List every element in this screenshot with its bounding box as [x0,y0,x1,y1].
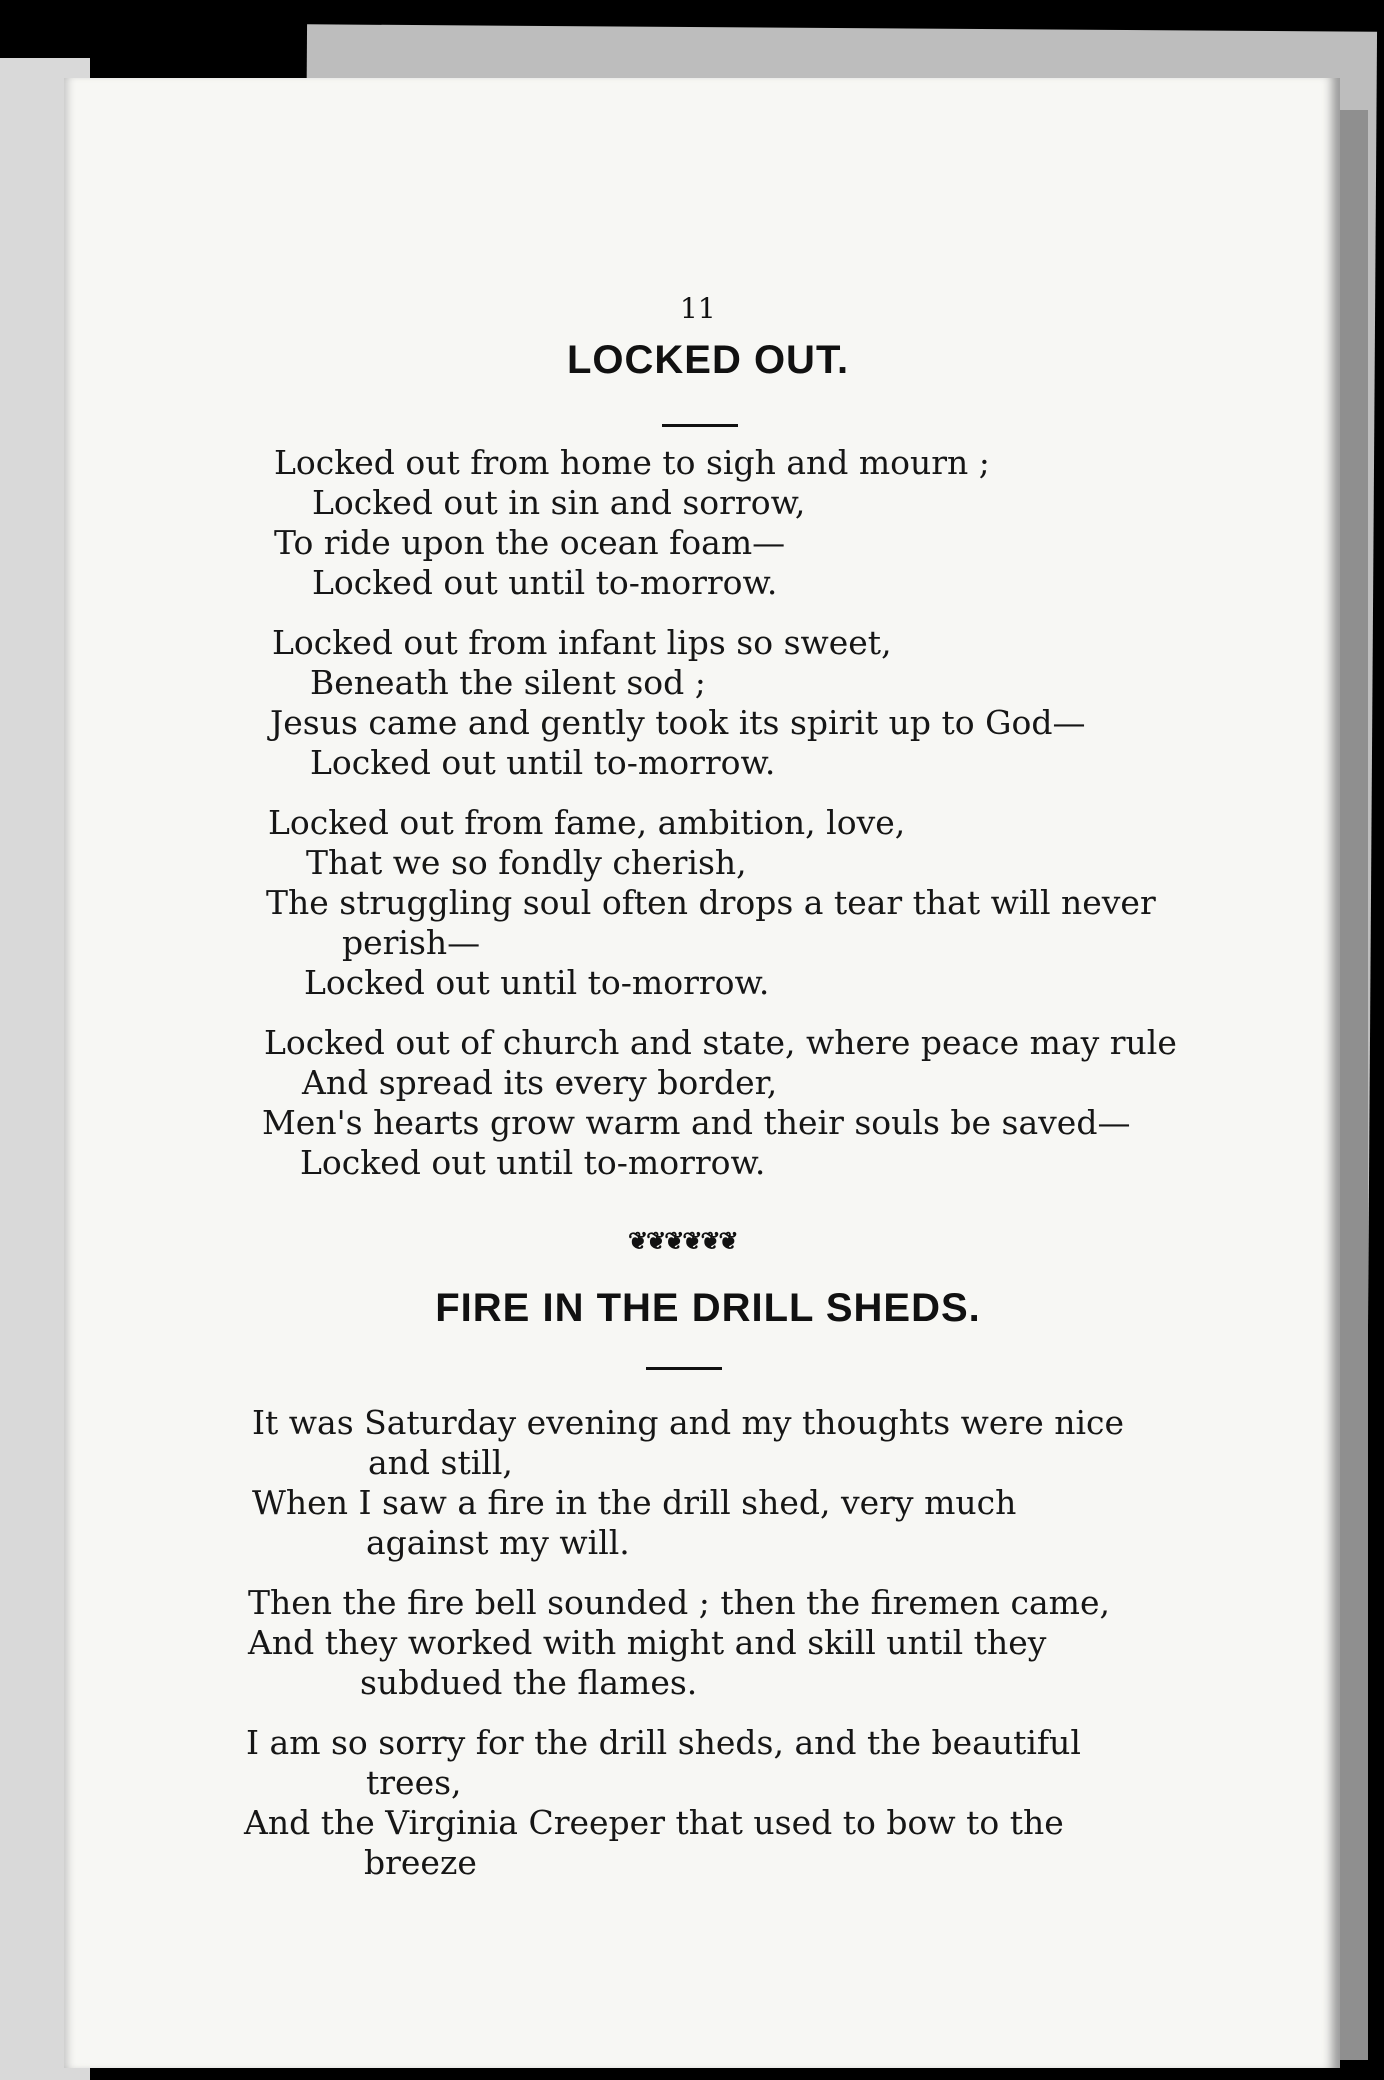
poem-line: Locked out until to-morrow. [300,1143,766,1182]
poem-line: Then the fire bell sounded ; then the firemen came, [248,1583,1110,1622]
poem-line: and still, [368,1443,513,1482]
poem-line: Locked out until to-morrow. [312,563,778,602]
poem-line: Locked out from fame, ambition, love, [268,803,906,842]
poem-line: Locked out of church and state, where peace may rule [264,1023,1177,1062]
poem-line: I am so sorry for the drill sheds, and the beautiful [246,1723,1081,1762]
poem-line: trees, [366,1763,462,1802]
poem-line: breeze [364,1843,477,1882]
poem-line: And they worked with might and skill until they [248,1623,1047,1662]
section-ornament: ❦❦❦❦❦❦ [628,1226,737,1255]
poem-line: That we so fondly cherish, [306,843,747,882]
poem-line: Beneath the silent sod ; [310,663,706,702]
poem-line: And the Virginia Creeper that used to bow to the [244,1803,1064,1842]
poem-line: To ride upon the ocean foam— [274,523,786,562]
poem-line: And spread its every border, [302,1063,778,1102]
poem-line: The struggling soul often drops a tear that will never [266,883,1156,922]
poem-line: perish— [342,923,481,962]
poem-line: It was Saturday evening and my thoughts were nice [252,1403,1125,1442]
poem-line: Locked out from infant lips so sweet, [272,623,892,662]
poem-line: Jesus came and gently took its spirit up to God— [270,703,1086,742]
poem-line: against my will. [366,1523,630,1562]
poem-title-locked-out: LOCKED OUT. [566,338,850,382]
page-number: 11 [680,292,716,325]
poem-line: Locked out from home to sigh and mourn ; [274,443,990,482]
poem-line: subdued the flames. [360,1663,698,1702]
poem-line: Men's hearts grow warm and their souls be saved— [262,1103,1131,1142]
poem-line: Locked out until to-morrow. [310,743,776,782]
poem-line: Locked out in sin and sorrow, [312,483,806,522]
poem-line: Locked out until to-morrow. [304,963,770,1002]
poem-line: When I saw a fire in the drill shed, very much [252,1483,1017,1522]
poem-title-fire-in-the-drill-sheds: FIRE IN THE DRILL SHEDS. [435,1286,981,1330]
